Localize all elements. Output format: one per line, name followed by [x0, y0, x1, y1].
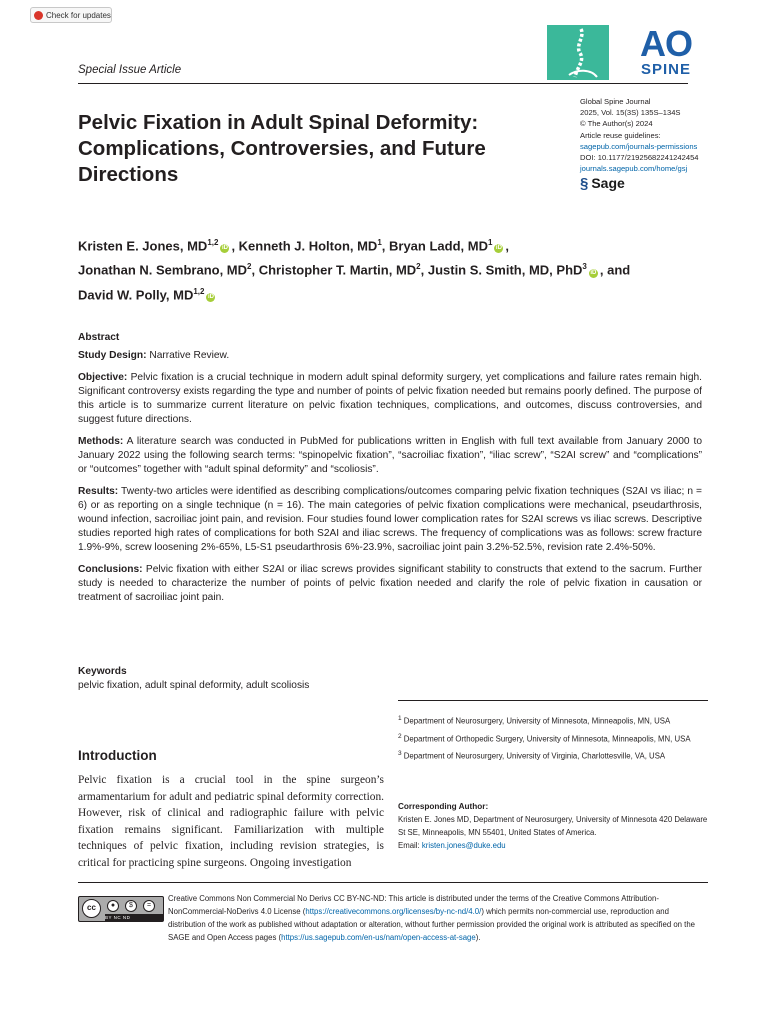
affiliation-number: 2 — [398, 732, 402, 740]
orcid-icon[interactable]: iD — [495, 245, 502, 252]
methods-text: A literature search was conducted in PubMed for publications written in English with full text available from January 2000 to January 2022 using the following search terms: “spinopelvic fixation”, “sacroiliac fixation”, “iliac screw”, “S2AI screw” and “complications” or “outcomes” together with “adult spinal deformity” and “scoliosis”. — [78, 436, 702, 475]
journal-copyright: © The Author(s) 2024 — [580, 119, 653, 129]
spine-logo-text: SPINE — [640, 61, 691, 78]
nc-icon: $ — [125, 900, 137, 912]
journal-name: Global Spine Journal — [580, 97, 651, 106]
check-for-updates-button[interactable] — [30, 7, 112, 23]
methods — [78, 435, 702, 477]
open-access-link[interactable]: https://us.sagepub.com/en-us/nam/open-access-at-sage — [281, 933, 476, 942]
update-icon — [34, 11, 43, 20]
objective-label: Objective: — [78, 372, 128, 383]
header-divider — [78, 83, 688, 84]
reuse-label: Article reuse guidelines: — [580, 130, 661, 140]
cc-badge-label: BY NC ND — [105, 914, 163, 921]
journal-home-link[interactable]: journals.sagepub.com/home/gsj — [580, 164, 688, 174]
results-text: Twenty-two articles were identified as describing complications/outcomes comparing pelvic fixation techniques (S2AI vs iliac; n = 6) or as reporting on a single technique (n = 16). The main categories of pelvic fixation complications were mechanical, pseudarthrosis, wound infection, sacroiliac joint pain, and revision. Four studies found lower complication rates for S2AI screws vs iliac screws. Descriptive studies reported high rates of complications for both S2AI and iliac screws. The frequency of complications was as follows: screw fracture 1.9%-9%, screw loosening 2%-65%, L5-S1 pseudarthrosis 6%-23.9%, sacroiliac joint pain 3.2%-52.5%, revision rate 2.4%-50%. — [78, 486, 702, 553]
author-affil-sup: 3 — [582, 262, 587, 272]
license-text-part: ). — [475, 933, 481, 942]
conclusions-label: Conclusions: — [78, 564, 143, 575]
author-affil-sup: 2 — [416, 262, 421, 272]
journal-info — [580, 96, 720, 174]
author-affil-sup: 1 — [377, 238, 382, 247]
keywords — [78, 665, 478, 693]
keywords-text: pelvic fixation, adult spinal deformity, adult scoliosis — [78, 680, 310, 691]
affiliation-text: Department of Neurosurgery, University of Virginia, Charlottesville, VA, USA — [401, 751, 666, 761]
by-icon: ● — [107, 900, 119, 912]
doi: DOI: 10.1177/21925682241242454 — [580, 153, 699, 163]
introduction-text: Pelvic fixation is a crucial tool in the spine surgeon’s armamentarium for adult and pediatric spinal deformity correction. However, risk of clinical and radiographic failure with pelvic fixation remains significant. Familiarization with multiple techniques of pelvic fixation, including revision strategies, is critical for practicing spine surgeons. Ongoing investigation — [78, 774, 384, 869]
orcid-icon[interactable]: iD — [221, 245, 228, 252]
article-title: Pelvic Fixation in Adult Spinal Deformity: Complications, Controversies, and Future Directions — [78, 111, 486, 186]
spine-logo-icon — [547, 25, 609, 80]
affiliation-item — [398, 730, 708, 746]
author-affil-sup: 1 — [487, 238, 493, 247]
affiliation-text: Department of Neurosurgery, University of Minnesota, Minneapolis, MN, USA — [401, 716, 671, 726]
abstract — [78, 331, 702, 613]
sage-logo-text: Sage — [591, 175, 625, 191]
affiliation-item — [398, 712, 708, 728]
orcid-icon[interactable]: iD — [590, 269, 597, 276]
author-list: Kristen E. Jones, MD$^{1,2}$iD , Kenneth J. Holton, $MD^1$, Bryan Ladd, $MD^1iD$ , Jonathan N. Sembrano, $MD^2$, Christopher T. Martin, $MD^2$, Justin S. Smith, MD, PhD$^3$iD , and David W. Polly, MD$^{1,2}$iD — [78, 238, 631, 302]
corresponding-email-line — [398, 839, 708, 852]
license-divider — [78, 882, 708, 883]
author-name: David W. Polly, MD — [78, 286, 194, 302]
email-link[interactable]: kristen.jones@duke.edu — [421, 841, 506, 850]
conclusions-text: Pelvic fixation with either S2AI or iliac screws provides significant stability to constructs that extend to the sacrum. Further study is needed to characterize the number of points of pelvic fixation needed and clarify the role of pelvic fixation in causation or treatment of sacroiliac joint pain. — [78, 564, 702, 603]
cc-icon: cc — [82, 899, 101, 918]
abstract-heading: Abstract — [78, 332, 120, 343]
affiliations — [398, 712, 708, 765]
ao-spine-logo — [621, 23, 711, 78]
affiliation-text: Department of Orthopedic Surgery, University of Minnesota, Minneapolis, MN, USA — [401, 734, 691, 744]
corresponding-author — [398, 800, 708, 852]
orcid-icon[interactable]: iD — [207, 293, 214, 300]
author-affil-sup: 1,2 — [207, 238, 219, 247]
permissions-link[interactable]: sagepub.com/journals-permissions — [580, 141, 698, 151]
ao-logo-text: AO — [640, 23, 692, 64]
license-text — [168, 892, 708, 944]
affiliation-number: 1 — [398, 715, 402, 722]
author-affil-sup: 1,2 — [193, 286, 205, 296]
study-design-label: Study Design: — [78, 350, 147, 361]
license-text-part: Creative Commons Non Commercial No Derivs CC BY-NC-ND: This article is distributed under the terms of the Creative Commons Attribution-NonCommercial-NoDerivs 4.0 License ( — [168, 894, 659, 916]
cc-by-nc-nd-badge — [78, 896, 164, 922]
journal-cover-logo — [547, 25, 609, 80]
study-design — [78, 349, 702, 363]
sage-s-icon: § — [580, 175, 589, 192]
results — [78, 485, 702, 555]
check-for-updates-label: Check for updates — [46, 11, 111, 20]
methods-label: Methods: — [78, 436, 124, 447]
email-label: Email: — [398, 841, 422, 850]
sage-logo — [580, 175, 625, 192]
conclusions — [78, 563, 702, 605]
corresponding-heading: Corresponding Author: — [398, 802, 489, 811]
affiliation-item — [398, 747, 708, 763]
corresponding-address: Kristen E. Jones MD, Department of Neurosurgery, University of Minnesota 420 Delaware St SE, Minneapolis, MN 55401, United States of America. — [398, 815, 708, 837]
introduction-heading: Introduction — [78, 748, 157, 763]
study-design-text: Narrative Review. — [146, 350, 230, 361]
results-label: Results: — [78, 486, 119, 497]
affiliation-divider — [398, 700, 708, 701]
nd-icon: = — [143, 900, 155, 912]
author-conjunction: , and — [599, 262, 631, 278]
objective — [78, 371, 702, 427]
author-name: Jonathan N. Sembrano, MD — [78, 262, 248, 278]
license-text-part: ) which permits non-commercial use, reproduction and distribution of the work as published without adaptation or alteration, without further permission provided the original work is attributed as specified on the SAGE and Open Access pages ( — [168, 907, 696, 942]
author-name: Kristen E. Jones, MD — [78, 238, 208, 254]
journal-volume: 2025, Vol. 15(3S) 135S–134S — [580, 108, 681, 118]
keywords-heading: Keywords — [78, 666, 127, 677]
affiliation-number: 3 — [398, 750, 402, 758]
license-link[interactable]: https://creativecommons.org/licenses/by-nc-nd/4.0/ — [305, 907, 482, 916]
author-affil-sup: 2 — [247, 262, 252, 272]
author-name: , Bryan Ladd, MD — [381, 238, 488, 254]
article-type: Special Issue Article — [78, 64, 182, 76]
author-name: , Christopher T. Martin, MD — [251, 262, 417, 278]
author-name: , Kenneth J. Holton, MD — [231, 238, 378, 254]
author-name: , Justin S. Smith, MD, PhD — [420, 262, 583, 278]
objective-text: Pelvic fixation is a crucial technique in modern adult spinal deformity surgery, yet complications and failure rates remain high. Significant controversy exists regarding the type and number of points of pelvic fixation needed but remains poorly defined. The purpose of this article is to summarize current literature on pelvic fixation techniques, complications, and outcomes, discuss controversies, and suggest future directions. — [78, 372, 702, 425]
